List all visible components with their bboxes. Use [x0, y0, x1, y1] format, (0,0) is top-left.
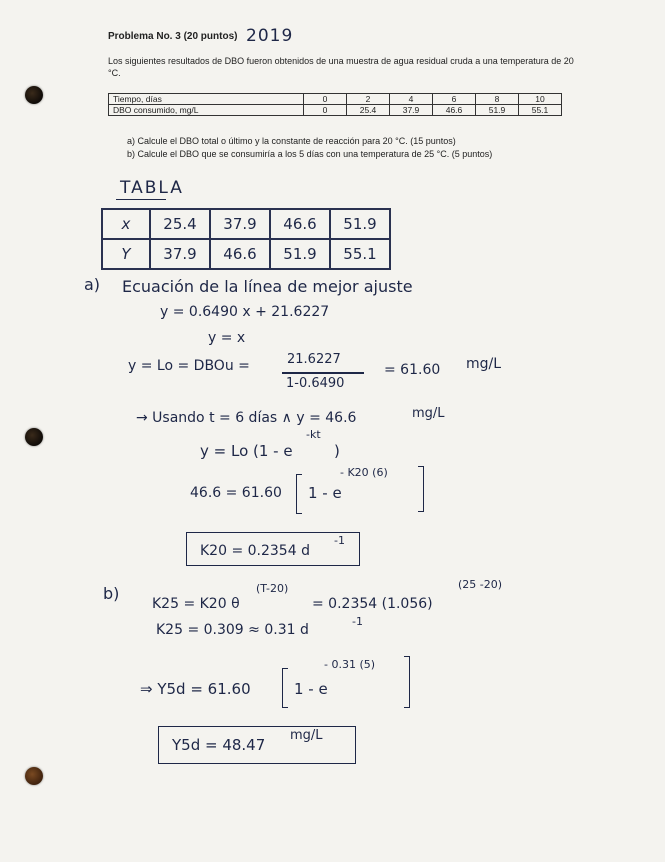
table-cell: 4 — [390, 94, 433, 105]
table-row-label: x — [102, 209, 150, 239]
model-equation: y = Lo (1 - e — [200, 442, 293, 460]
model-close-paren: ) — [334, 442, 340, 460]
k25-rhs-exponent: (25 -20) — [458, 578, 503, 591]
fit-equation: y = 0.6490 x + 21.6227 — [160, 304, 330, 320]
question-b: b) Calcule el DBO que se consumiría a los 5 días con una temperatura de 25 °C. (5 puntos) — [127, 149, 493, 159]
k25-result-exponent: -1 — [352, 615, 363, 628]
binder-hole-middle — [25, 428, 43, 446]
model-exponent: -kt — [306, 428, 321, 441]
y5d-equation-mid: 1 - e — [294, 680, 328, 698]
k20-result: K20 = 0.2354 d — [200, 543, 310, 559]
k25-exponent: (T-20) — [256, 582, 289, 595]
fraction-bar — [282, 372, 364, 374]
table-cell: 46.6 — [433, 105, 476, 116]
table-cell: 37.9 — [390, 105, 433, 116]
table-cell: 55.1 — [330, 239, 390, 269]
table-cell: 0 — [304, 105, 347, 116]
handwritten-table — [101, 208, 391, 270]
right-bracket — [404, 656, 410, 708]
table-row — [102, 239, 390, 269]
table-cell: 6 — [433, 94, 476, 105]
tabla-underline — [116, 199, 166, 200]
lo-denominator: 1-0.6490 — [286, 376, 345, 391]
table-row — [102, 209, 390, 239]
question-a: a) Calcule el DBO total o último y la constante de reacción para 20 °C. (15 puntos) — [127, 136, 456, 146]
lo-equation-left: y = Lo = DBOu = — [128, 358, 250, 374]
left-bracket — [296, 474, 302, 514]
usando-unit: mg/L — [412, 406, 445, 421]
k25-equation: K25 = K20 θ — [152, 596, 240, 612]
table-cell: 37.9 — [210, 209, 270, 239]
table-cell: 10 — [519, 94, 562, 105]
table-row — [109, 105, 562, 116]
table-cell: 46.6 — [210, 239, 270, 269]
data-table — [108, 93, 562, 116]
y5d-equation-left: ⇒ Y5d = 61.60 — [140, 680, 251, 698]
k25-rhs: = 0.2354 (1.056) — [312, 596, 433, 612]
substitution-mid: 1 - e — [308, 484, 342, 502]
tabla-heading: TABLA — [120, 178, 184, 198]
table-cell: 25.4 — [347, 105, 390, 116]
y5d-exponent: - 0.31 (5) — [324, 658, 376, 671]
y5d-result: Y5d = 48.47 — [172, 736, 266, 754]
part-a-label: a) — [84, 275, 101, 294]
table-cell: 8 — [476, 94, 519, 105]
problem-year: 2019 — [246, 26, 294, 46]
part-b-label: b) — [103, 584, 120, 603]
table-cell: 55.1 — [519, 105, 562, 116]
lo-result: = 61.60 — [384, 362, 441, 378]
k20-exponent: -1 — [334, 534, 345, 547]
table-cell: 51.9 — [476, 105, 519, 116]
left-bracket — [282, 668, 288, 708]
right-bracket — [418, 466, 424, 512]
table-row-label: DBO consumido, mg/L — [109, 105, 304, 116]
table-cell: 0 — [304, 94, 347, 105]
problem-intro: Los siguientes resultados de DBO fueron obtenidos de una muestra de agua residual cruda a una temperatura de 20 °C. — [108, 56, 574, 78]
table-cell: 2 — [347, 94, 390, 105]
table-row-label: Y — [102, 239, 150, 269]
part-a-heading: Ecuación de la línea de mejor ajuste — [122, 277, 413, 296]
table-cell: 37.9 — [150, 239, 210, 269]
binder-hole-top — [25, 86, 43, 104]
binder-hole-bottom — [25, 767, 43, 785]
y5d-unit: mg/L — [290, 728, 323, 743]
table-cell: 46.6 — [270, 209, 330, 239]
table-row — [109, 94, 562, 105]
problem-title: Problema No. 3 (20 puntos) — [108, 31, 238, 42]
table-cell: 51.9 — [270, 239, 330, 269]
table-row-label: Tiempo, días — [109, 94, 304, 105]
usando-line: → Usando t = 6 días ∧ y = 46.6 — [136, 410, 357, 426]
table-cell: 25.4 — [150, 209, 210, 239]
substitution-exponent: - K20 (6) — [340, 466, 388, 479]
k25-result: K25 = 0.309 ≈ 0.31 d — [156, 622, 309, 638]
table-cell: 51.9 — [330, 209, 390, 239]
substitution-left: 46.6 = 61.60 — [190, 485, 282, 501]
equation-y-equals-x: y = x — [208, 330, 246, 346]
lo-unit: mg/L — [466, 356, 502, 372]
lo-numerator: 21.6227 — [287, 352, 341, 367]
